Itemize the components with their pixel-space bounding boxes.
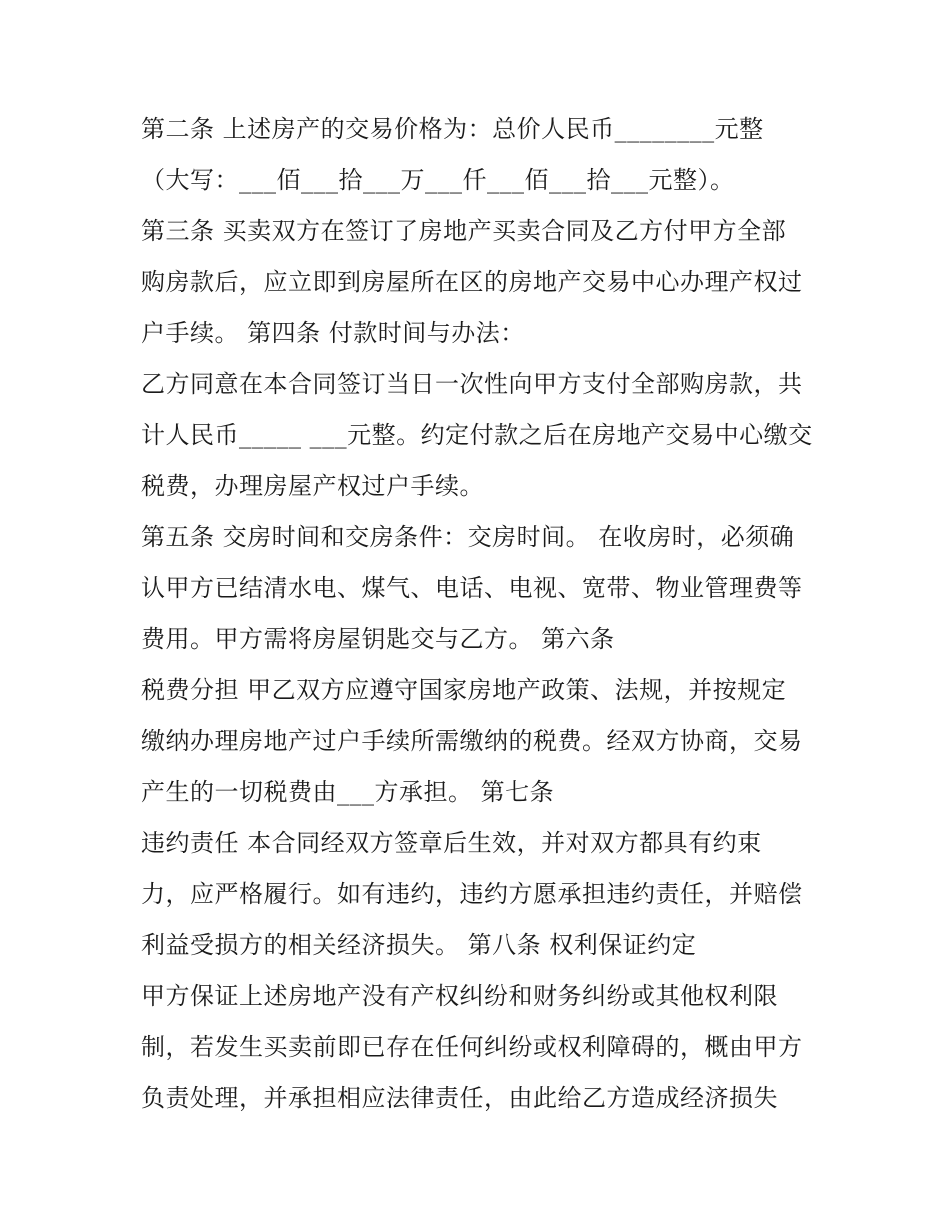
text-line: 乙方同意在本合同签订当日一次性向甲方支付全部购房款，共 bbox=[141, 370, 803, 398]
text-line: 税费，办理房屋产权过户手续。 bbox=[141, 472, 484, 500]
text-line: 缴纳办理房地产过户手续所需缴纳的税费。经双方协商，交易 bbox=[141, 727, 803, 755]
text-line: 违约责任 本合同经双方签章后生效，并对双方都具有约束 bbox=[141, 829, 762, 857]
text-line: 利益受损方的相关经济损失。 第八条 权利保证约定 bbox=[141, 931, 697, 959]
text-line: （大写：___佰___拾___万___仟___佰___拾___元整）。 bbox=[141, 166, 735, 194]
text-line: 计人民币_____ ___元整。约定付款之后在房地产交易中心缴交 bbox=[141, 421, 813, 449]
text-line: 力，应严格履行。如有违约，违约方愿承担违约责任，并赔偿 bbox=[141, 880, 803, 908]
text-line: 第五条 交房时间和交房条件：交房时间。 在收房时，必须确 bbox=[141, 523, 795, 551]
text-line: 户手续。 第四条 付款时间与办法： bbox=[141, 319, 525, 347]
text-line: 第三条 买卖双方在签订了房地产买卖合同及乙方付甲方全部 bbox=[141, 217, 787, 245]
text-line: 费用。甲方需将房屋钥匙交与乙方。 第六条 bbox=[141, 625, 615, 653]
text-line: 第二条 上述房产的交易价格为：总价人民币________元整 bbox=[141, 115, 764, 143]
text-line: 产生的一切税费由___方承担。 第七条 bbox=[141, 778, 555, 806]
text-line: 甲方保证上述房地产没有产权纠纷和财务纠纷或其他权利限 bbox=[141, 982, 778, 1010]
text-line: 负责处理，并承担相应法律责任，由此给乙方造成经济损失 bbox=[141, 1084, 778, 1112]
text-line: 购房款后，应立即到房屋所在区的房地产交易中心办理产权过 bbox=[141, 268, 803, 296]
text-line: 税费分担 甲乙双方应遵守国家房地产政策、法规，并按规定 bbox=[141, 676, 787, 704]
text-line: 制，若发生买卖前即已存在任何纠纷或权利障碍的，概由甲方 bbox=[141, 1033, 803, 1061]
text-line: 认甲方已结清水电、煤气、电话、电视、宽带、物业管理费等 bbox=[141, 574, 803, 602]
